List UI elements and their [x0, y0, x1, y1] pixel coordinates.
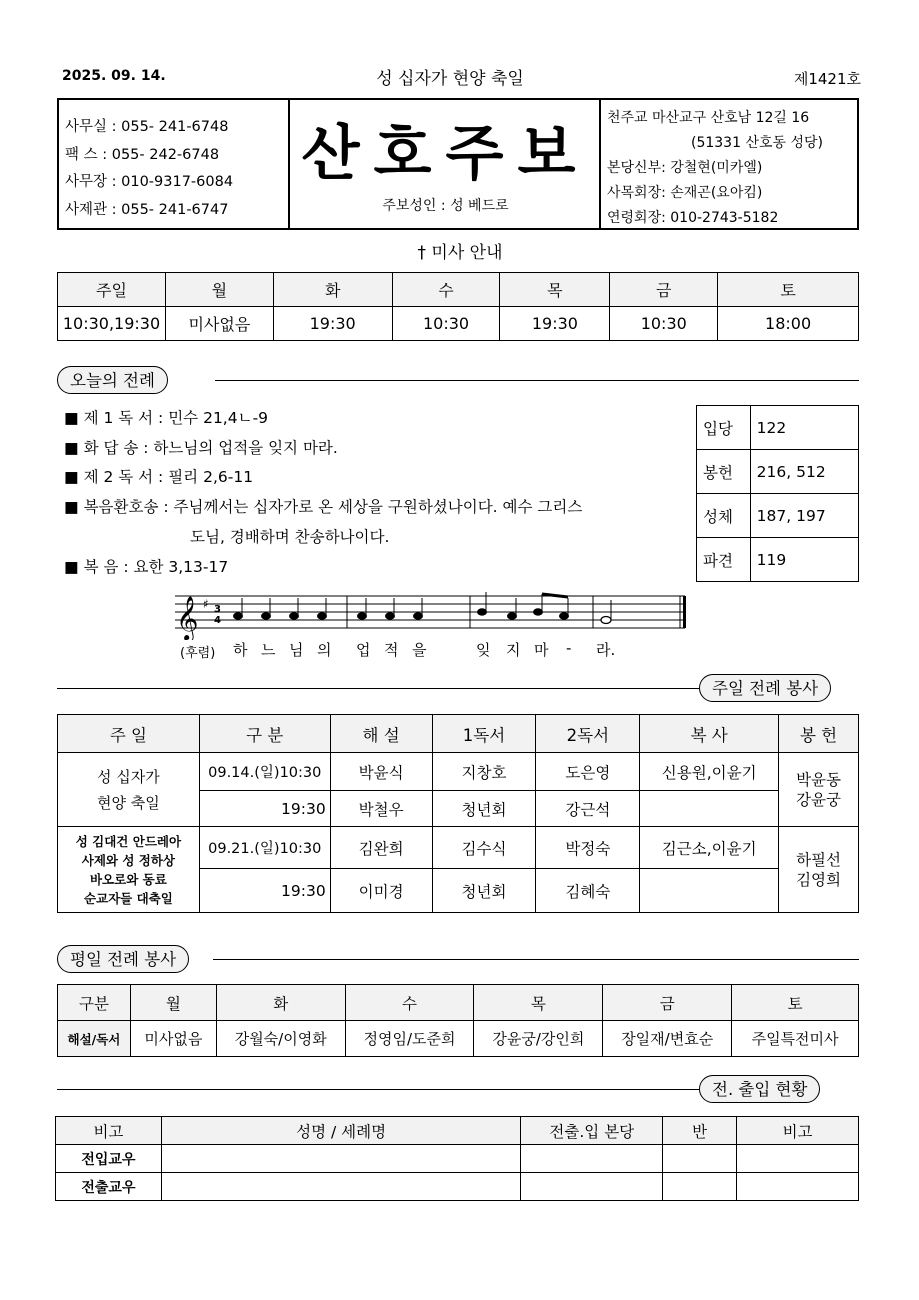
day-fri: 금 [610, 273, 718, 307]
transfer-in-label: 전입교우 [56, 1145, 162, 1173]
table-row [58, 1021, 859, 1057]
col-name-baptismal: 성명 / 세례명 [161, 1117, 521, 1145]
contact-rectory: 사제관 : 055- 241-6747 [65, 201, 229, 218]
patron-saint: 주보성인 : 성 베드로 [382, 198, 509, 214]
server-names: 김근소,이윤기 [640, 827, 779, 869]
col-note-2: 비고 [737, 1117, 859, 1145]
weekday-divider [213, 959, 859, 960]
gospel: ■ 복 음 : 요한 3,13-17 [64, 558, 229, 576]
hymn-recessional-value: 119 [750, 538, 858, 582]
refrain-lyric-7: 을 [412, 641, 427, 659]
liturgy-divider [215, 380, 859, 381]
masthead-title-box [290, 100, 601, 228]
reading1-name: 김수식 [432, 827, 536, 869]
pastoral-president: 사목회장: 손재곤(요아킴) [607, 185, 763, 201]
sunday-divider [57, 688, 699, 689]
table-cell [737, 1145, 859, 1173]
responsorial-psalm: ■ 화 답 송 : 하느님의 업적을 잊지 마라. [64, 439, 338, 457]
transfer-table [55, 1116, 859, 1201]
col-sat: 토 [732, 985, 859, 1021]
offering-name: 하필선 [796, 850, 841, 869]
refrain-lyric-1: 하 [233, 641, 248, 659]
mass-schedule-table [57, 272, 859, 341]
refrain-lyric-9: 지 [506, 641, 521, 659]
transfer-out-label: 전출교우 [56, 1173, 162, 1201]
feast-cell [58, 753, 200, 827]
feast-line: 바오로와 동료 [89, 871, 167, 887]
weekday-tue: 강월숙/이영화 [216, 1021, 345, 1057]
gospel-acclamation-cont: 도님, 경배하며 찬송하나이다. [190, 528, 390, 546]
day-sun: 주일 [58, 273, 166, 307]
time-thu: 19:30 [500, 307, 610, 341]
table-row [58, 753, 859, 791]
hymn-offertory-value: 216, 512 [750, 450, 858, 494]
col-offering: 봉 헌 [779, 715, 859, 753]
parish-address: 천주교 마산교구 산호남 12길 16 [607, 110, 810, 126]
day-sat: 토 [718, 273, 859, 307]
feast-line: 사제와 성 정하상 [81, 852, 176, 868]
sunday-service-title: 주일 전례 봉사 [699, 674, 831, 702]
refrain-lyric-4: 의 [317, 641, 332, 659]
commentary-name: 박윤식 [330, 753, 432, 791]
col-fri: 금 [603, 985, 732, 1021]
issue-number: 제1421호 [793, 70, 861, 88]
refrain-lyric-3: 님 [289, 641, 304, 659]
bulletin-name: 산호주보 [301, 119, 590, 189]
col-group: 반 [663, 1117, 737, 1145]
reading1-name: 청년회 [432, 791, 536, 827]
hymn-communion-label: 성체 [697, 494, 751, 538]
feast-title: 성 십자가 현양 축일 [376, 69, 524, 89]
transfer-title: 전. 출입 현황 [699, 1075, 820, 1103]
col-mon: 월 [130, 985, 216, 1021]
hymn-entrance-value: 122 [750, 406, 858, 450]
table-cell [521, 1173, 663, 1201]
svg-text:♯: ♯ [203, 597, 209, 611]
hymn-recessional-label: 파견 [697, 538, 751, 582]
server-names [640, 869, 779, 913]
reading2-name: 김혜숙 [536, 869, 640, 913]
service-time: 09.21.(일)10:30 [199, 827, 330, 869]
liturgy-section-title: 오늘의 전례 [57, 366, 168, 394]
col-note: 비고 [56, 1117, 162, 1145]
feast-cell [58, 827, 200, 913]
commentary-name: 김완희 [330, 827, 432, 869]
service-time: 19:30 [199, 791, 330, 827]
col-sunday: 주 일 [58, 715, 200, 753]
reading2-name: 박정숙 [536, 827, 640, 869]
offering-name: 박윤동 [796, 770, 841, 789]
svg-text:4: 4 [214, 615, 221, 626]
hymn-entrance-label: 입당 [697, 406, 751, 450]
refrain-lyric-12: 라. [596, 641, 616, 659]
contact-office: 사무실 : 055- 241-6748 [65, 119, 229, 135]
sunday-service-table [57, 714, 859, 913]
reading1-name: 청년회 [432, 869, 536, 913]
time-mon: 미사없음 [165, 307, 273, 341]
commentary-name: 박철우 [330, 791, 432, 827]
feast-line: 성 십자가 [97, 767, 160, 786]
reading2-name: 도은영 [536, 753, 640, 791]
table-cell [663, 1173, 737, 1201]
col-wed: 수 [345, 985, 474, 1021]
parish-info [601, 100, 857, 228]
col-altar-server: 복 사 [640, 715, 779, 753]
col-tue: 화 [216, 985, 345, 1021]
commentary-name: 이미경 [330, 869, 432, 913]
contact-secretary: 사무장 : 010-9317-6084 [65, 174, 234, 190]
table-cell [161, 1145, 521, 1173]
masthead [57, 98, 859, 230]
parish-priest: 본당신부: 강철현(미카엘) [607, 160, 763, 176]
time-fri: 10:30 [610, 307, 718, 341]
offering-name: 강윤궁 [796, 790, 841, 809]
day-wed: 수 [392, 273, 500, 307]
weekday-thu: 강윤궁/강인희 [474, 1021, 603, 1057]
hymn-offertory-label: 봉헌 [697, 450, 751, 494]
first-reading: ■ 제 1 독 서 : 민수 21,4ㄴ-9 [64, 409, 269, 427]
col-thu: 목 [474, 985, 603, 1021]
second-reading: ■ 제 2 독 서 : 필리 2,6-11 [64, 468, 254, 486]
time-tue: 19:30 [273, 307, 392, 341]
hymn-table [696, 405, 859, 582]
contact-list [59, 100, 290, 228]
server-names: 신용원,이윤기 [640, 753, 779, 791]
feast-line: 순교자들 대축일 [83, 890, 173, 906]
weekday-sat: 주일특전미사 [732, 1021, 859, 1057]
offering-name: 김영희 [796, 870, 841, 889]
col-division: 구분 [58, 985, 131, 1021]
weekday-service-title: 평일 전례 봉사 [57, 945, 189, 973]
weekday-fri: 장일재/변효순 [603, 1021, 732, 1057]
contact-fax: 팩 스 : 055- 242-6748 [65, 146, 220, 163]
col-reading2: 2독서 [536, 715, 640, 753]
refrain-label: (후렴) [180, 646, 216, 661]
table-cell [737, 1173, 859, 1201]
time-sun: 10:30,19:30 [58, 307, 166, 341]
reading2-name: 강근석 [536, 791, 640, 827]
table-row [56, 1145, 859, 1173]
memorial-president: 연령회장: 010-2743-5182 [607, 210, 779, 226]
server-names [640, 791, 779, 827]
table-cell [663, 1145, 737, 1173]
table-row [58, 827, 859, 869]
reading1-name: 지창호 [432, 753, 536, 791]
svg-text:𝄞: 𝄞 [176, 596, 199, 640]
day-thu: 목 [500, 273, 610, 307]
table-cell [161, 1173, 521, 1201]
time-wed: 10:30 [392, 307, 500, 341]
feast-line: 현양 축일 [97, 793, 160, 812]
refrain-lyric-10: 마 [534, 641, 549, 659]
refrain-lyric-6: 적 [384, 641, 399, 659]
col-commentary: 해 설 [330, 715, 432, 753]
day-mon: 월 [165, 273, 273, 307]
offering-cell [779, 753, 859, 827]
table-row [56, 1173, 859, 1201]
refrain-lyric-11: - [566, 639, 572, 657]
refrain-lyric-8: 잊 [476, 641, 491, 659]
refrain-lyric-2: 느 [261, 641, 276, 659]
table-cell [521, 1145, 663, 1173]
service-time: 09.14.(일)10:30 [199, 753, 330, 791]
time-sat: 18:00 [718, 307, 859, 341]
transfer-divider [57, 1089, 699, 1090]
row-label: 해설/독서 [58, 1021, 131, 1057]
refrain-lyric-5: 업 [356, 641, 371, 659]
col-division: 구 분 [199, 715, 330, 753]
col-parish: 전출.입 본당 [521, 1117, 663, 1145]
gospel-acclamation: ■ 복음환호송 : 주님께서는 십자가로 온 세상을 구원하셨나이다. 예수 그리스 [64, 498, 583, 516]
hymn-communion-value: 187, 197 [750, 494, 858, 538]
weekday-wed: 정영임/도준희 [345, 1021, 474, 1057]
svg-text:3: 3 [214, 604, 221, 615]
parish-postcode: (51331 산호동 성당) [691, 135, 823, 151]
weekday-mon: 미사없음 [130, 1021, 216, 1057]
col-reading1: 1독서 [432, 715, 536, 753]
service-time: 19:30 [199, 869, 330, 913]
refrain-staff [170, 588, 700, 640]
bulletin-date: 2025. 09. 14. [62, 68, 166, 84]
feast-line: 성 김대건 안드레아 [75, 833, 182, 849]
weekday-service-table [57, 984, 859, 1057]
day-tue: 화 [273, 273, 392, 307]
mass-schedule-title: † 미사 안내 [417, 243, 503, 263]
offering-cell [779, 827, 859, 913]
